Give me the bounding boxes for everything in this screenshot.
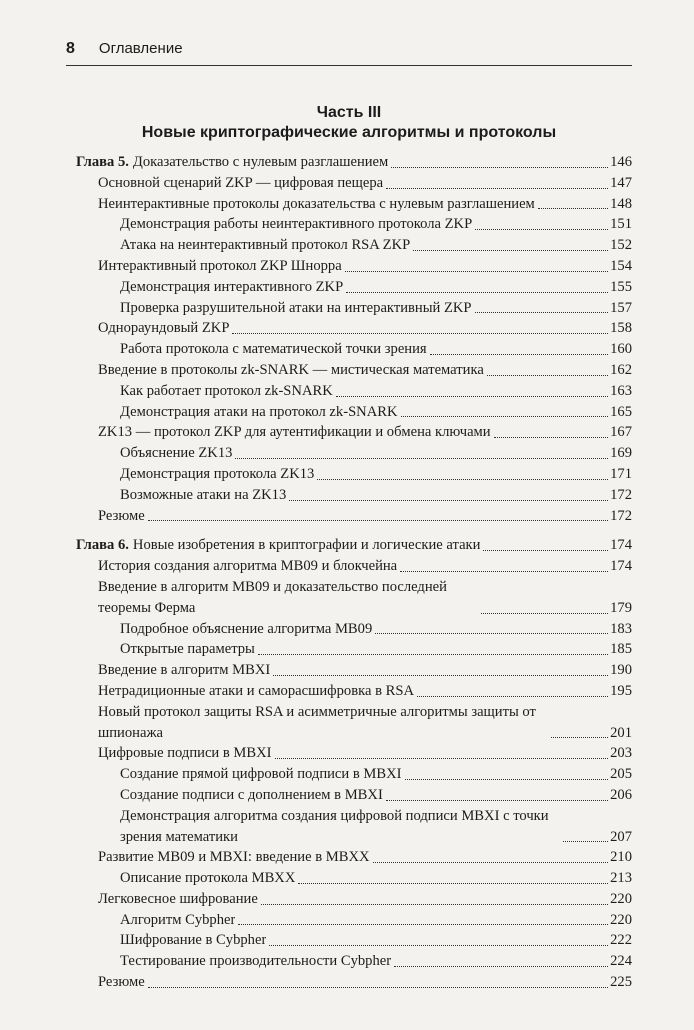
- toc-entry[interactable]: [66, 214, 632, 235]
- page-ref: 206: [610, 786, 632, 803]
- page-ref: 203: [610, 745, 632, 762]
- page-ref: 169: [610, 445, 632, 462]
- dot-leader: [261, 904, 608, 905]
- dot-leader: [375, 633, 608, 634]
- dot-leader: [148, 987, 608, 988]
- toc-entry[interactable]: [66, 173, 632, 194]
- page-ref: 158: [610, 320, 632, 337]
- toc-entry[interactable]: [66, 577, 632, 619]
- page-ref: 207: [610, 828, 632, 845]
- toc-entry[interactable]: [66, 318, 632, 339]
- toc-entry[interactable]: [66, 972, 632, 993]
- dot-leader: [386, 800, 608, 801]
- page-ref: 152: [610, 237, 632, 254]
- dot-leader: [238, 924, 608, 925]
- page-ref: 154: [610, 257, 632, 274]
- toc-entry[interactable]: [66, 868, 632, 889]
- toc-entry[interactable]: [66, 339, 632, 360]
- page-ref: 201: [610, 724, 632, 741]
- toc-entry[interactable]: [66, 443, 632, 464]
- dot-leader: [298, 883, 608, 884]
- dot-leader: [235, 458, 608, 459]
- dot-leader: [275, 758, 609, 759]
- chapter-title: Новые изобретения в криптографии и логические атаки: [132, 537, 481, 554]
- dot-leader: [148, 520, 608, 521]
- entry-title: Введение в алгоритм MB09 и доказательство последней теоремы Ферма: [98, 578, 447, 616]
- entry-title: Новый протокол защиты RSA и асимметричные алгоритмы защиты от шпионажа: [98, 703, 536, 741]
- entry-title: Подробное объяснение алгоритма MB09: [120, 620, 373, 637]
- entry-title: Атака на неинтерактивный протокол RSA ZKP: [120, 237, 411, 254]
- page-ref: 222: [610, 932, 632, 949]
- entry-title: Легковесное шифрование: [98, 890, 258, 907]
- page-ref: 172: [610, 486, 632, 503]
- dot-leader: [258, 654, 608, 655]
- dot-leader: [346, 292, 608, 293]
- page-ref: 224: [610, 953, 632, 970]
- dot-leader: [538, 208, 608, 209]
- entry-title: Основной сценарий ZKP — цифровая пещера: [98, 174, 384, 191]
- toc-entry[interactable]: [66, 402, 632, 423]
- dot-leader: [494, 437, 609, 438]
- toc-entry[interactable]: [66, 464, 632, 485]
- entry-title: Работа протокола с математической точки зрения: [120, 341, 427, 358]
- page-ref: 160: [610, 341, 632, 358]
- entry-title: Открытые параметры: [120, 641, 255, 658]
- entry-title: Демонстрация атаки на протокол zk-SNARK: [120, 403, 398, 420]
- dot-leader: [413, 250, 608, 251]
- page-ref: 155: [610, 278, 632, 295]
- dot-leader: [400, 571, 608, 572]
- page-ref: 165: [610, 403, 632, 420]
- page-ref: 146: [610, 154, 632, 170]
- entry-title: Как работает протокол zk-SNARK: [120, 382, 333, 399]
- chapter-gap: [66, 526, 632, 535]
- toc-entry[interactable]: [66, 422, 632, 443]
- entry-title: Резюме: [98, 974, 145, 991]
- entry-title: Нетрадиционные атаки и саморасшифровка в RSA: [98, 682, 415, 699]
- toc-entry[interactable]: [66, 847, 632, 868]
- toc-entry[interactable]: [66, 619, 632, 640]
- running-title: Оглавление: [98, 40, 183, 57]
- page-ref: 167: [610, 424, 632, 441]
- toc-entry[interactable]: [66, 702, 632, 744]
- page-ref: 220: [610, 911, 632, 928]
- toc-entry[interactable]: [66, 743, 632, 764]
- toc-entry[interactable]: [66, 951, 632, 972]
- dot-leader: [563, 841, 608, 842]
- entry-title: Создание прямой цифровой подписи в MBXI: [120, 766, 402, 783]
- dot-leader: [269, 945, 608, 946]
- entry-title: Интерактивный протокол ZKP Шнорра: [98, 257, 342, 274]
- toc-entry[interactable]: [66, 194, 632, 215]
- dot-leader: [401, 416, 609, 417]
- entry-title: Создание подписи с дополнением в MBXI: [120, 786, 383, 803]
- page-ref: 148: [610, 195, 632, 212]
- toc-entry[interactable]: [66, 806, 632, 848]
- entry-title: Цифровые подписи в MBXI: [98, 745, 272, 762]
- page-number: 8: [66, 40, 75, 57]
- page-ref: 190: [610, 662, 632, 679]
- toc-entry[interactable]: [66, 764, 632, 785]
- entry-title: Демонстрация алгоритма создания цифровой подписи MBXI с точки зрения математики: [120, 807, 549, 845]
- toc-entry[interactable]: [66, 235, 632, 256]
- chapter-label: Глава 6.: [76, 537, 129, 554]
- toc-entry[interactable]: [66, 298, 632, 319]
- dot-leader: [483, 550, 608, 551]
- page-ref: 225: [610, 974, 632, 991]
- entry-title: История создания алгоритма MB09 и блокчейна: [98, 558, 398, 575]
- dot-leader: [487, 375, 608, 376]
- page-ref: 162: [610, 361, 632, 378]
- table-of-contents: [66, 152, 632, 993]
- toc-entry[interactable]: [66, 485, 632, 506]
- page-ref: 195: [610, 682, 632, 699]
- dot-leader: [232, 333, 608, 334]
- page-ref: 174: [610, 537, 632, 554]
- entry-title: Объяснение ZK13: [120, 445, 233, 462]
- entry-title: Развитие MB09 и MBXI: введение в MBXX: [98, 849, 370, 866]
- dot-leader: [391, 167, 608, 168]
- page-ref: 205: [610, 766, 632, 783]
- part-number: Часть III: [316, 104, 382, 121]
- toc-entry[interactable]: [66, 381, 632, 402]
- page-ref: 163: [610, 382, 632, 399]
- dot-leader: [481, 613, 608, 614]
- page-ref: 179: [610, 599, 632, 616]
- entry-title: ZK13 — протокол ZKP для аутентификации и обмена ключами: [98, 424, 491, 441]
- toc-entry[interactable]: [66, 930, 632, 951]
- page-ref: 151: [610, 216, 632, 233]
- header-rule: [66, 65, 632, 66]
- running-header: [66, 40, 183, 58]
- entry-title: Возможные атаки на ZK13: [120, 486, 287, 503]
- page-ref: 172: [610, 507, 632, 524]
- chapter-5-heading[interactable]: [66, 152, 632, 173]
- part-title: Новые криптографические алгоритмы и протоколы: [141, 124, 557, 141]
- dot-leader: [317, 479, 608, 480]
- dot-leader: [289, 500, 608, 501]
- entry-title: Описание протокола MBXX: [120, 870, 296, 887]
- dot-leader: [551, 737, 608, 738]
- page-ref: 220: [610, 890, 632, 907]
- entry-title: Демонстрация интерактивного ZKP: [120, 278, 344, 295]
- toc-entry[interactable]: [66, 556, 632, 577]
- page-ref: 213: [610, 870, 632, 887]
- page-ref: 171: [610, 465, 632, 482]
- page-ref: 210: [610, 849, 632, 866]
- dot-leader: [273, 675, 608, 676]
- page-ref: 174: [610, 558, 632, 575]
- toc-entry[interactable]: [66, 660, 632, 681]
- toc-entry[interactable]: [66, 360, 632, 381]
- chapter-title: Доказательство с нулевым разглашением: [132, 154, 389, 170]
- chapter-label: Глава 5.: [76, 154, 129, 170]
- page-ref: 157: [610, 299, 632, 316]
- toc-entry[interactable]: [66, 256, 632, 277]
- toc-entry[interactable]: [66, 506, 632, 527]
- toc-entry[interactable]: [66, 639, 632, 660]
- toc-entry[interactable]: [66, 785, 632, 806]
- toc-entry[interactable]: [66, 910, 632, 931]
- entry-title: Резюме: [98, 507, 145, 524]
- entry-title: Тестирование производительности Cybpher: [120, 953, 392, 970]
- dot-leader: [430, 354, 608, 355]
- entry-title: Неинтерактивные протоколы доказательства с нулевым разглашением: [98, 195, 535, 212]
- dot-leader: [373, 862, 609, 863]
- chapter-6-heading[interactable]: [66, 535, 632, 556]
- toc-entry[interactable]: [66, 277, 632, 298]
- entry-title: Введение в алгоритм MBXI: [98, 662, 271, 679]
- dot-leader: [475, 312, 609, 313]
- entry-title: Проверка разрушительной атаки на интерактивный ZKP: [120, 299, 472, 316]
- entry-title: Демонстрация протокола ZK13: [120, 465, 315, 482]
- dot-leader: [386, 188, 608, 189]
- dot-leader: [394, 966, 608, 967]
- page-ref: 147: [610, 174, 632, 191]
- entry-title: Шифрование в Cybpher: [120, 932, 267, 949]
- page-ref: 185: [610, 641, 632, 658]
- toc-entry[interactable]: [66, 681, 632, 702]
- entry-title: Введение в протоколы zk-SNARK — мистическая математика: [98, 361, 484, 378]
- dot-leader: [336, 396, 608, 397]
- page-ref: 183: [610, 620, 632, 637]
- dot-leader: [417, 696, 608, 697]
- toc-entry[interactable]: [66, 889, 632, 910]
- entry-title: Демонстрация работы неинтерактивного протокола ZKP: [120, 216, 473, 233]
- dot-leader: [345, 271, 608, 272]
- dot-leader: [475, 229, 608, 230]
- entry-title: Алгоритм Cybpher: [120, 911, 236, 928]
- dot-leader: [405, 779, 609, 780]
- entry-title: Однораундовый ZKP: [98, 320, 230, 337]
